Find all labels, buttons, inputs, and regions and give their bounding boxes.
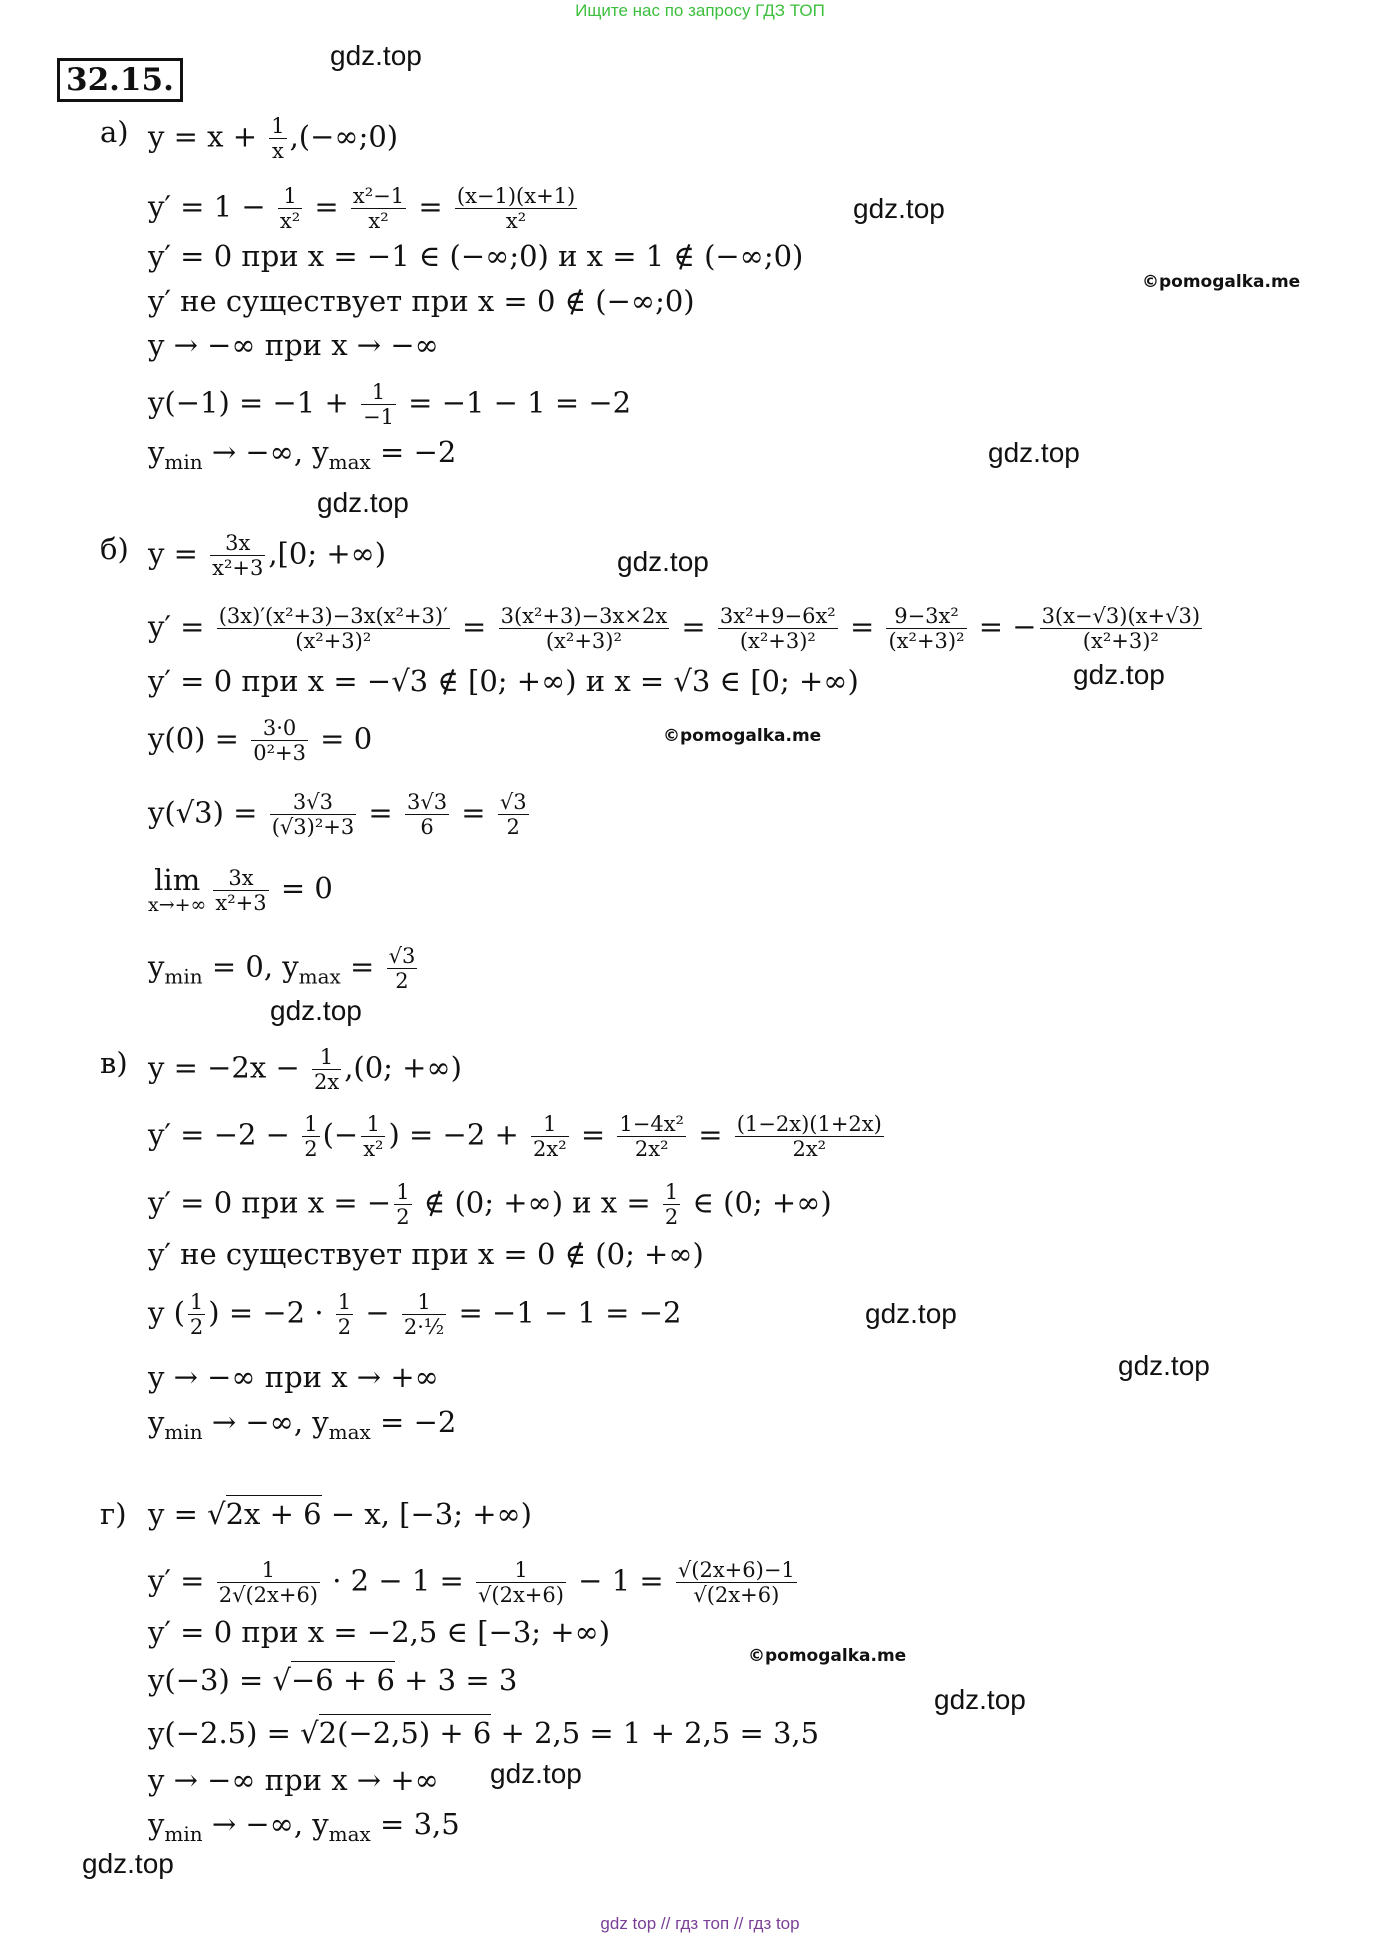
search-hint: Ищите нас по запросу ГДЗ ТОП [575, 1, 825, 20]
watermark-gdz: gdz.top [853, 193, 945, 224]
v-line-6: y → −∞ при x → +∞ [148, 1360, 439, 1394]
g-line-7: $y_{min}$ → −∞, $y_{max} = 3,5$ [148, 1807, 460, 1846]
watermark-gdz: gdz.top [330, 40, 422, 71]
a-line-5: y → −∞ при x → −∞ [148, 328, 439, 362]
watermark-gdz: gdz.top [617, 546, 709, 577]
v-line-4: y′ не существует при x = 0 ∉ (0; +∞) [148, 1237, 704, 1271]
g-line-5: y(−2.5) = √2(−2,5) + 6 + 2,5 = 1 + 2,5 = 3,5 [148, 1716, 820, 1750]
watermark-gdz: gdz.top [317, 487, 409, 518]
a-line-2: y′ = 1 − $\frac{1}{\text{x²}}$ = $\frac{\text{x²−1}}{\text{x²}}$ = $\frac{(x-1)(x+1)}{\text{x²}}$ [148, 184, 576, 233]
g-line-6: y → −∞ при x → +∞ [148, 1763, 439, 1797]
v-line-3: y′ = 0 при x = − $\frac{1}{2}$ ∉ (0; +∞) и x = $\frac{1}{2}$ ∈ (0; +∞) [148, 1180, 832, 1229]
a-line-1: y = x + $\frac{1}{x}$ ,(−∞;0) [148, 114, 399, 163]
watermark-gdz: gdz.top [490, 1758, 582, 1789]
watermark-gdz: gdz.top [988, 437, 1080, 468]
part-label-b: б) [100, 532, 129, 566]
v-line-1: y = −2x − $\frac{1}{2x}$ ,(0; +∞) [148, 1045, 462, 1094]
footer-links: gdz top // гдз топ // гдз top [600, 1914, 800, 1933]
watermark-gdz: gdz.top [82, 1848, 174, 1879]
watermark-pomogalka: ©pomogalka.me [663, 726, 822, 746]
a-line-7: $y_{min}$ → −∞, $y_{max} = -2$ [148, 435, 457, 474]
b-line-4: y(0) = $\frac{3\cdot 0}{\text{0²+3}}$ = 0 [148, 716, 373, 765]
a-line-3: y′ = 0 при x = −1 ∈ (−∞;0) и x = 1 ∉ (−∞;0) [148, 239, 804, 273]
v-line-5: y ( $\frac{1}{2}$ ) = −2 · $\frac{1}{2}$ − $\frac{1}{\text{2·½}}$ = −1 − 1 = −2 [148, 1290, 682, 1339]
g-line-3: y′ = 0 при x = −2,5 ∈ [−3; +∞) [148, 1615, 611, 1649]
b-line-5: y(√3) = $\frac{3√3}{\text{(√3)²+3}}$ = $\frac{3√3}{6}$ = $\frac{√3}{2}$ [148, 790, 527, 839]
watermark-gdz: gdz.top [1073, 659, 1165, 690]
watermark-gdz: gdz.top [1118, 1350, 1210, 1381]
b-line-3: y′ = 0 при x = −√3 ∉ [0; +∞) и x = √3 ∈ [0; +∞) [148, 664, 859, 698]
a-line-6: y(−1) = −1 + $\frac{1}{-1}$ = −1 − 1 = −2 [148, 380, 632, 429]
part-label-a: а) [100, 115, 129, 149]
g-line-2: y′ = $\frac{1}{2√(2x+6)}$ · 2 − 1 = $\frac{1}{√(2x+6)}$ − 1 = $\frac{√(2x+6)-1}{√(2x+6)}$ [148, 1558, 795, 1607]
v-line-2: y′ = −2 − $\frac{1}{2}$ (− $\frac{1}{\text{x²}}$ ) = −2 + $\frac{1}{\text{2x²}}$ = $\frac{\text{1−4x²}}{\text{2x²}}$ = $\frac{(1-2x)(1+2x)}{\text{2x²}}$ [148, 1112, 882, 1161]
watermark-pomogalka: ©pomogalka.me [1142, 272, 1301, 292]
a-line-4: y′ не существует при x = 0 ∉ (−∞;0) [148, 284, 695, 318]
part-label-v: в) [100, 1046, 128, 1080]
problem-number: 32.15. [57, 58, 183, 102]
watermark-gdz: gdz.top [270, 995, 362, 1026]
g-line-1: y = √2x + 6 − x, [−3; +∞) [148, 1497, 532, 1531]
watermark-pomogalka: ©pomogalka.me [748, 1646, 907, 1666]
b-line-2: y′ = $\frac{\text{(3x)′(x²+3)−3x(x²+3)′}}{\text{(x²+3)²}}$ = $\frac{\text{3(x²+3)−3x×2x}}{\text{(x²+3)²}}$ = $\frac{\text{3x²+9−6x²}}{\text{(x²+3)²}}$ = $\frac{\text{9−3x²}}{\text{(x²+3)²}}$ = − $\frac{3(x-√3)(x+√3)}{\text{(x²+3)²}}$ [148, 604, 1201, 653]
g-line-4: y(−3) = √−6 + 6 + 3 = 3 [148, 1663, 518, 1697]
part-label-g: г) [100, 1497, 127, 1531]
watermark-gdz: gdz.top [865, 1298, 957, 1329]
v-line-7: $y_{min}$ → −∞, $y_{max} = -2$ [148, 1405, 457, 1444]
b-line-7: $y_{min} = 0$, $y_{max}$ = $\frac{√3}{2}$ [148, 944, 416, 993]
b-line-6: lim x→+∞ $\frac{3x}{\text{x²+3}}$ = 0 [148, 863, 333, 916]
watermark-gdz: gdz.top [934, 1684, 1026, 1715]
b-line-1: y = $\frac{3x}{\text{x²+3}}$ ,[0; +∞) [148, 531, 387, 580]
